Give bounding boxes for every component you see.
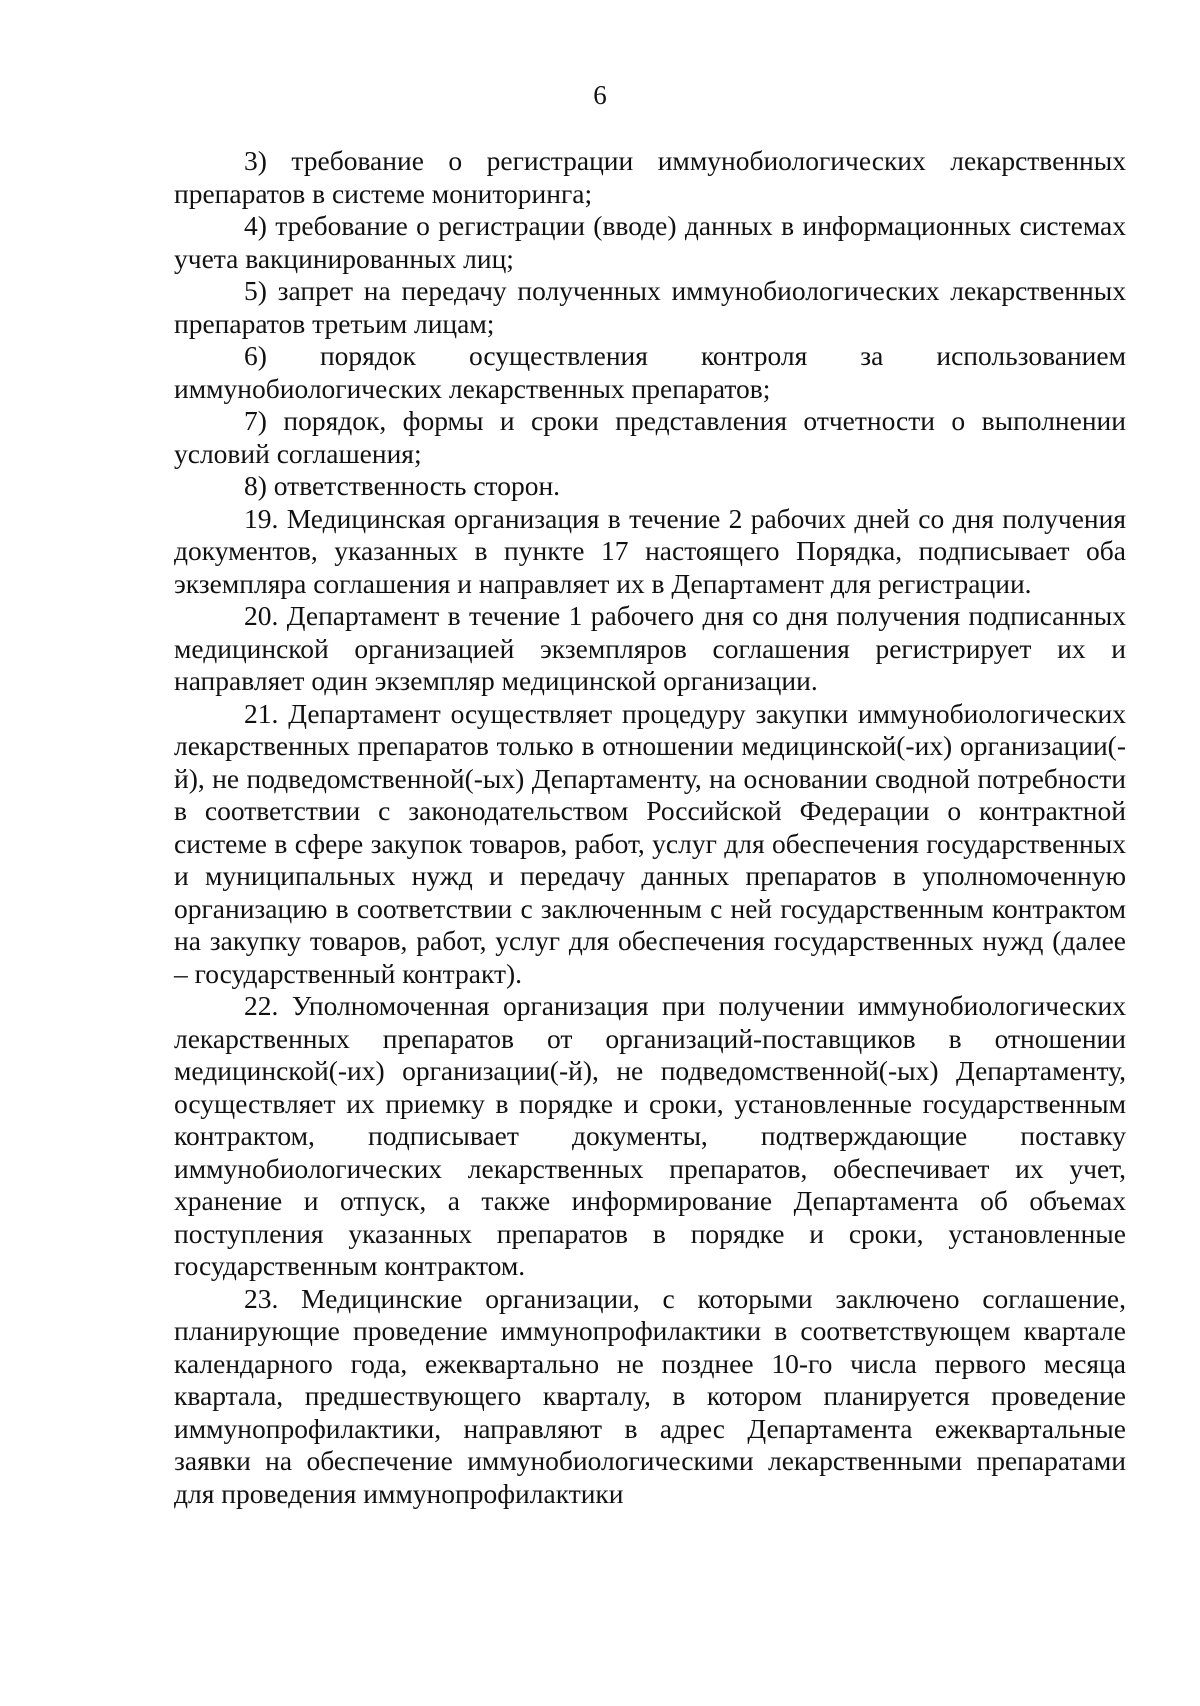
paragraph-22: 22. Уполномоченная организация при получении иммунобиологических лекарственных препаратов от организаций-поставщиков в отношении медицинской(-их) организации(-й), не подведомственной(-ых) Департаменту, осуществляет их приемку в порядке и сроки, установленные государственным контрактом, подписывает документы, подтверждающие поставку иммунобиологических лекарственных препаратов, обеспечивает их учет, хранение и отпуск, а также информирование Департамента об объемах поступления указанных препаратов в порядке и сроки, установленные государственным контрактом. bbox=[174, 990, 1126, 1281]
paragraph-21: 21. Департамент осуществляет процедуру закупки иммунобиологических лекарственных препаратов только в отношении медицинской(-их) организации(-й), не подведомственной(-ых) Департаменту, на основании сводной потребности в соответствии с законодательством Российской Федерации о контрактной системе в сфере закупок товаров, работ, услуг для обеспечения государственных и муниципальных нужд и передачу данных препаратов в уполномоченную организацию в соответствии с заключенным с ней государственным контрактом на закупку товаров, работ, услуг для обеспечения государственных нужд (далее – государственный контракт). bbox=[174, 697, 1126, 989]
document-body bbox=[174, 145, 1126, 1510]
paragraph-item-5: 5) запрет на передачу полученных иммунобиологических лекарственных препаратов третьим лицам; bbox=[174, 275, 1126, 339]
paragraph-item-6: 6) порядок осуществления контроля за использованием иммунобиологических лекарственных препаратов; bbox=[174, 340, 1126, 404]
paragraph-23: 23. Медицинские организации, с которыми заключено соглашение, планирующие проведение иммунопрофилактики в соответствующем квартале календарного года, ежеквартально не позднее 10-го числа первого месяца квартала, предшествующего кварталу, в котором планируется проведение иммунопрофилактики, направляют в адрес Департамента ежеквартальные заявки на обеспечение иммунобиологическими лекарственными препаратами для проведения иммунопрофилактики bbox=[174, 1282, 1126, 1509]
paragraph-19: 19. Медицинская организация в течение 2 рабочих дней со дня получения документов, указанных в пункте 17 настоящего Порядка, подписывает оба экземпляра соглашения и направляет их в Департамент для регистрации. bbox=[174, 502, 1126, 599]
paragraph-20: 20. Департамент в течение 1 рабочего дня со дня получения подписанных медицинской организацией экземпляров соглашения регистрирует их и направляет один экземпляр медицинской организации. bbox=[174, 600, 1126, 696]
page-number: 6 bbox=[593, 80, 607, 110]
paragraph-item-4: 4) требование о регистрации (вводе) данных в информационных системах учета вакцинированных лиц; bbox=[174, 210, 1126, 274]
paragraph-item-7: 7) порядок, формы и сроки представления отчетности о выполнении условий соглашения; bbox=[174, 405, 1126, 469]
paragraph-item-8: 8) ответственность сторон. bbox=[244, 470, 561, 501]
paragraph-item-3: 3) требование о регистрации иммунобиологических лекарственных препаратов в системе мониторинга; bbox=[174, 145, 1126, 209]
